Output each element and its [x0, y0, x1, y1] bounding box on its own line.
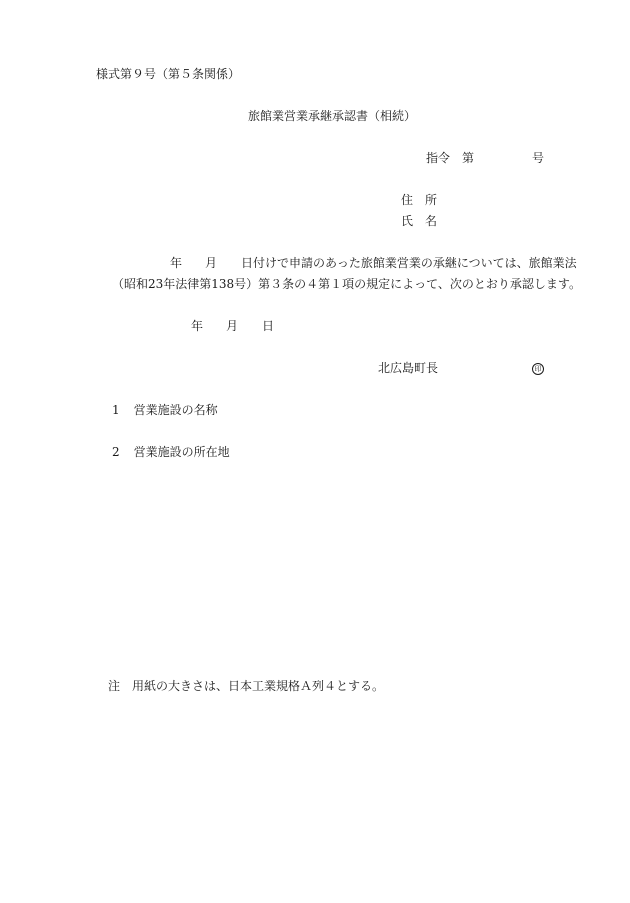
form-number: 様式第９号（第５条関係）	[96, 67, 241, 81]
name-label: 氏 名	[401, 214, 438, 228]
seal-icon: 印	[532, 363, 544, 375]
directive-dai: 第	[462, 151, 475, 165]
item-label: 営業施設の名称	[133, 403, 218, 417]
body-month: 月	[205, 256, 218, 270]
list-item	[112, 444, 230, 460]
body-line-2: （昭和23年法律第138号）第３条の４第１項の規定によって、次のとおり承認します。	[112, 277, 581, 291]
issuer-line	[378, 360, 544, 376]
note-text: 用紙の大きさは、日本工業規格Ａ列４とする。	[132, 679, 385, 693]
list-item	[112, 402, 218, 418]
directive-label: 指令	[426, 151, 451, 165]
body-line1-rest: 日付けで申請のあった旅館業営業の承継については、旅館業法	[241, 256, 577, 270]
body-year: 年	[170, 256, 183, 270]
item-number: 1	[112, 403, 120, 417]
issuer-title: 北広島町長	[378, 361, 439, 375]
date-month: 月	[226, 319, 239, 333]
directive-number	[426, 150, 544, 166]
directive-go: 号	[532, 151, 545, 165]
address-label: 住 所	[401, 193, 438, 207]
item-number: 2	[112, 445, 120, 459]
body-line-1	[170, 255, 577, 271]
note-label: 注	[108, 679, 121, 693]
item-label: 営業施設の所在地	[133, 445, 230, 459]
issue-date	[191, 318, 274, 334]
date-year: 年	[191, 319, 204, 333]
footnote	[108, 678, 384, 694]
date-day: 日	[262, 319, 275, 333]
document-title: 旅館業営業承継承認書（相続）	[248, 109, 417, 123]
